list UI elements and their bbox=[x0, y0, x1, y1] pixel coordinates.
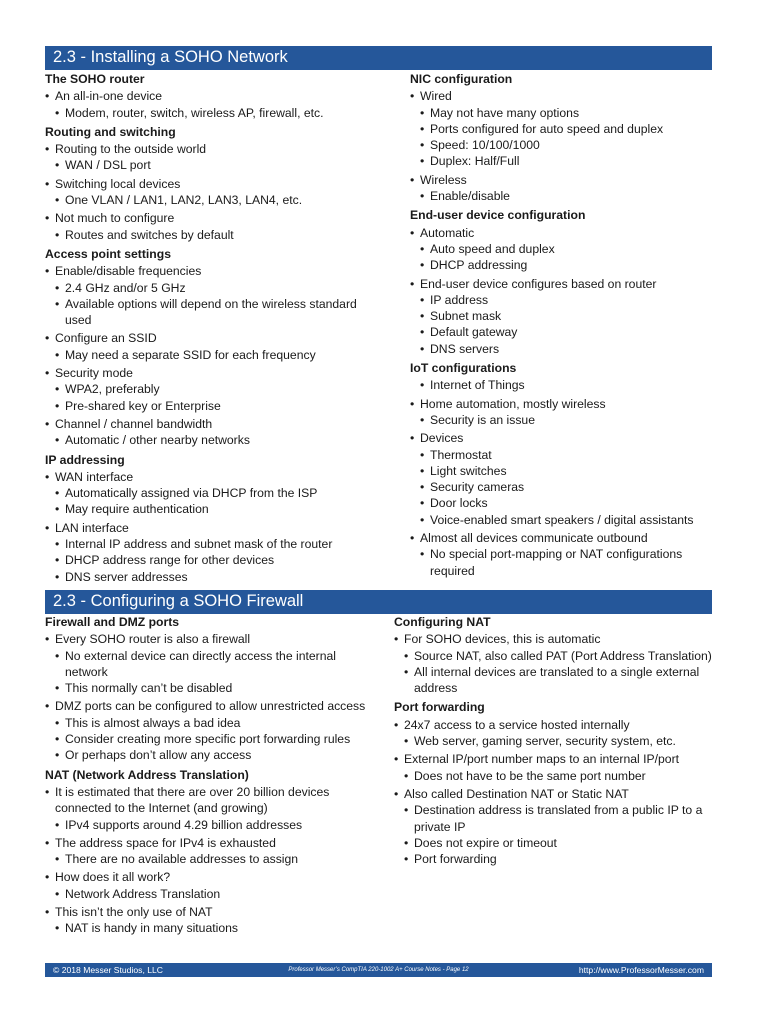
topic-block bbox=[394, 699, 714, 867]
bullet-item: • Also called Destination NAT or Static NAT bbox=[394, 786, 714, 802]
sub-bullet-item: • Enable/disable bbox=[410, 188, 710, 204]
topic-block bbox=[410, 360, 710, 579]
sub-bullet-item: • May require authentication bbox=[45, 501, 385, 517]
bullet-group bbox=[394, 717, 714, 750]
sub-bullet-item: • May need a separate SSID for each frequency bbox=[45, 347, 385, 363]
sub-bullet-item: • Voice-enabled smart speakers / digital assistants bbox=[410, 512, 710, 528]
bullet-group bbox=[45, 904, 375, 937]
bullet-item: • Wired bbox=[410, 88, 710, 104]
bullet-group bbox=[394, 751, 714, 784]
sub-bullet-item: • DHCP addressing bbox=[410, 257, 710, 273]
topic-heading: NIC configuration bbox=[410, 72, 513, 86]
bullet-item: • WAN interface bbox=[45, 469, 385, 485]
topic-heading: IoT configurations bbox=[410, 361, 517, 376]
topic-heading: Configuring NAT bbox=[394, 615, 491, 629]
bullet-item: • An all-in-one device bbox=[45, 88, 385, 104]
sub-bullet-item: • 2.4 GHz and/or 5 GHz bbox=[45, 280, 385, 296]
section-title-soho-firewall: 2.3 - Configuring a SOHO Firewall bbox=[45, 590, 712, 614]
sub-bullet-item: • DHCP address range for other devices bbox=[45, 552, 385, 568]
bullet-group bbox=[45, 698, 375, 763]
bullet-item: • Every SOHO router is also a firewall bbox=[45, 631, 375, 647]
bullet-item: • For SOHO devices, this is automatic bbox=[394, 631, 714, 647]
bullet-item: • 24x7 access to a service hosted internally bbox=[394, 717, 714, 733]
sub-bullet-item: • Routes and switches by default bbox=[45, 227, 385, 243]
sub-bullet-item: • NAT is handy in many situations bbox=[45, 920, 375, 936]
footer-course-notes: Professor Messer’s CompTIA 220-1002 A+ Course Notes - Page 12 bbox=[288, 967, 469, 973]
topic-heading: End-user device configuration bbox=[410, 208, 586, 223]
bullet-group bbox=[45, 869, 375, 902]
sub-bullet-item: • Ports configured for auto speed and duplex bbox=[410, 121, 710, 137]
bullet-item: • External IP/port number maps to an internal IP/port bbox=[394, 751, 714, 767]
sub-bullet-item: • DNS server addresses bbox=[45, 569, 385, 585]
bullet-item: • Home automation, mostly wireless bbox=[410, 396, 710, 412]
sub-bullet-item: • No special port-mapping or NAT configurations required bbox=[410, 546, 710, 579]
bullet-group bbox=[394, 631, 714, 696]
bullet-item: • Switching local devices bbox=[45, 176, 385, 192]
topic-block bbox=[394, 614, 714, 696]
bullet-item: • Internet of Things bbox=[410, 377, 710, 393]
bullet-item: • This isn’t the only use of NAT bbox=[45, 904, 375, 920]
bullet-group bbox=[45, 416, 385, 449]
sub-bullet-item: • This normally can’t be disabled bbox=[45, 680, 375, 696]
sub-bullet-item: • Or perhaps don’t allow any access bbox=[45, 747, 375, 763]
topic-block bbox=[45, 246, 385, 449]
bullet-group bbox=[45, 263, 385, 328]
bullet-group bbox=[410, 225, 710, 274]
bullet-item: • Not much to configure bbox=[45, 210, 385, 226]
sub-bullet-item: • Destination address is translated from a public IP to a private IP bbox=[394, 802, 714, 835]
topic-heading: Port forwarding bbox=[394, 700, 485, 715]
topic-heading: NAT (Network Address Translation) bbox=[45, 767, 249, 782]
sub-bullet-item: • Automatic / other nearby networks bbox=[45, 432, 385, 448]
topic-block bbox=[45, 767, 375, 937]
topic-block bbox=[45, 124, 385, 243]
bullet-item: • Almost all devices communicate outbound bbox=[410, 530, 710, 546]
bullet-item: • Automatic bbox=[410, 225, 710, 241]
bullet-item: • DMZ ports can be configured to allow unrestricted access bbox=[45, 698, 375, 714]
sub-bullet-item: • Web server, gaming server, security system, etc. bbox=[394, 733, 714, 749]
sub-bullet-item: • IPv4 supports around 4.29 billion addresses bbox=[45, 817, 375, 833]
sub-bullet-item: • Subnet mask bbox=[410, 308, 710, 324]
bullet-group bbox=[410, 430, 710, 528]
sub-bullet-item: • Security cameras bbox=[410, 479, 710, 495]
sub-bullet-item: • WPA2, preferably bbox=[45, 381, 385, 397]
bullet-item: • It is estimated that there are over 20 billion devices connected to the Internet (and growing) bbox=[45, 784, 375, 817]
bullet-group bbox=[410, 276, 710, 357]
bullet-group bbox=[410, 530, 710, 579]
bullet-group bbox=[410, 88, 710, 169]
soho-firewall-right-column bbox=[394, 614, 714, 870]
sub-bullet-item: • Security is an issue bbox=[410, 412, 710, 428]
topic-heading: IP addressing bbox=[45, 452, 125, 467]
bullet-item: • Security mode bbox=[45, 365, 385, 381]
bullet-item: • Wireless bbox=[410, 172, 710, 188]
bullet-group bbox=[45, 631, 375, 696]
topic-block bbox=[45, 452, 385, 585]
sub-bullet-item: • Pre-shared key or Enterprise bbox=[45, 398, 385, 414]
sub-bullet-item: • WAN / DSL port bbox=[45, 157, 385, 173]
sub-bullet-item: • Source NAT, also called PAT (Port Address Translation) bbox=[394, 648, 714, 664]
sub-bullet-item: • This is almost always a bad idea bbox=[45, 715, 375, 731]
bullet-group bbox=[45, 176, 385, 209]
bullet-item: • The address space for IPv4 is exhausted bbox=[45, 835, 375, 851]
sub-bullet-item: • There are no available addresses to assign bbox=[45, 851, 375, 867]
topic-heading: Firewall and DMZ ports bbox=[45, 615, 180, 629]
sub-bullet-item: • Network Address Translation bbox=[45, 886, 375, 902]
sub-bullet-item: • Port forwarding bbox=[394, 851, 714, 867]
sub-bullet-item: • Duplex: Half/Full bbox=[410, 153, 710, 169]
sub-bullet-item: • Does not expire or timeout bbox=[394, 835, 714, 851]
bullet-group bbox=[45, 784, 375, 833]
bullet-item: • Configure an SSID bbox=[45, 330, 385, 346]
sub-bullet-item: • Consider creating more specific port forwarding rules bbox=[45, 731, 375, 747]
sub-bullet-item: • May not have many options bbox=[410, 105, 710, 121]
bullet-group bbox=[410, 172, 710, 205]
page-footer bbox=[45, 963, 712, 977]
topic-heading: Routing and switching bbox=[45, 124, 176, 139]
bullet-item: • LAN interface bbox=[45, 520, 385, 536]
footer-copyright: © 2018 Messer Studios, LLC bbox=[53, 965, 163, 975]
sub-bullet-item: • Door locks bbox=[410, 495, 710, 511]
topic-block bbox=[410, 71, 710, 204]
bullet-group bbox=[45, 330, 385, 363]
topic-heading: The SOHO router bbox=[45, 72, 145, 86]
soho-firewall-left-column bbox=[45, 614, 375, 940]
bullet-item: • End-user device configures based on router bbox=[410, 276, 710, 292]
bullet-group bbox=[45, 88, 385, 121]
topic-block bbox=[45, 71, 385, 121]
footer-url-link[interactable]: http://www.ProfessorMesser.com bbox=[578, 965, 704, 975]
sub-bullet-item: • Automatically assigned via DHCP from the ISP bbox=[45, 485, 385, 501]
bullet-group bbox=[45, 469, 385, 518]
sub-bullet-item: • Available options will depend on the wireless standard used bbox=[45, 296, 385, 329]
sub-bullet-item: • Internal IP address and subnet mask of the router bbox=[45, 536, 385, 552]
sub-bullet-item: • Does not have to be the same port number bbox=[394, 768, 714, 784]
bullet-item: • How does it all work? bbox=[45, 869, 375, 885]
bullet-group bbox=[45, 210, 385, 243]
sub-bullet-item: • Thermostat bbox=[410, 447, 710, 463]
bullet-item: • Enable/disable frequencies bbox=[45, 263, 385, 279]
bullet-group bbox=[45, 835, 375, 868]
topic-heading: Access point settings bbox=[45, 246, 171, 261]
topic-block bbox=[410, 207, 710, 357]
topic-block bbox=[45, 614, 375, 764]
bullet-group bbox=[45, 520, 385, 585]
section-title-soho-network: 2.3 - Installing a SOHO Network bbox=[45, 46, 712, 70]
bullet-group bbox=[410, 396, 710, 429]
sub-bullet-item: • One VLAN / LAN1, LAN2, LAN3, LAN4, etc. bbox=[45, 192, 385, 208]
bullet-group bbox=[45, 141, 385, 174]
sub-bullet-item: • Auto speed and duplex bbox=[410, 241, 710, 257]
soho-network-right-column bbox=[410, 71, 710, 582]
bullet-group bbox=[410, 377, 710, 393]
bullet-item: • Channel / channel bandwidth bbox=[45, 416, 385, 432]
sub-bullet-item: • Modem, router, switch, wireless AP, firewall, etc. bbox=[45, 105, 385, 121]
sub-bullet-item: • IP address bbox=[410, 292, 710, 308]
bullet-group bbox=[45, 365, 385, 414]
bullet-group bbox=[394, 786, 714, 867]
bullet-item: • Devices bbox=[410, 430, 710, 446]
sub-bullet-item: • Speed: 10/100/1000 bbox=[410, 137, 710, 153]
sub-bullet-item: • All internal devices are translated to a single external address bbox=[394, 664, 714, 697]
soho-network-left-column bbox=[45, 71, 385, 588]
sub-bullet-item: • Default gateway bbox=[410, 324, 710, 340]
sub-bullet-item: • DNS servers bbox=[410, 341, 710, 357]
sub-bullet-item: • No external device can directly access the internal network bbox=[45, 648, 375, 681]
sub-bullet-item: • Light switches bbox=[410, 463, 710, 479]
bullet-item: • Routing to the outside world bbox=[45, 141, 385, 157]
